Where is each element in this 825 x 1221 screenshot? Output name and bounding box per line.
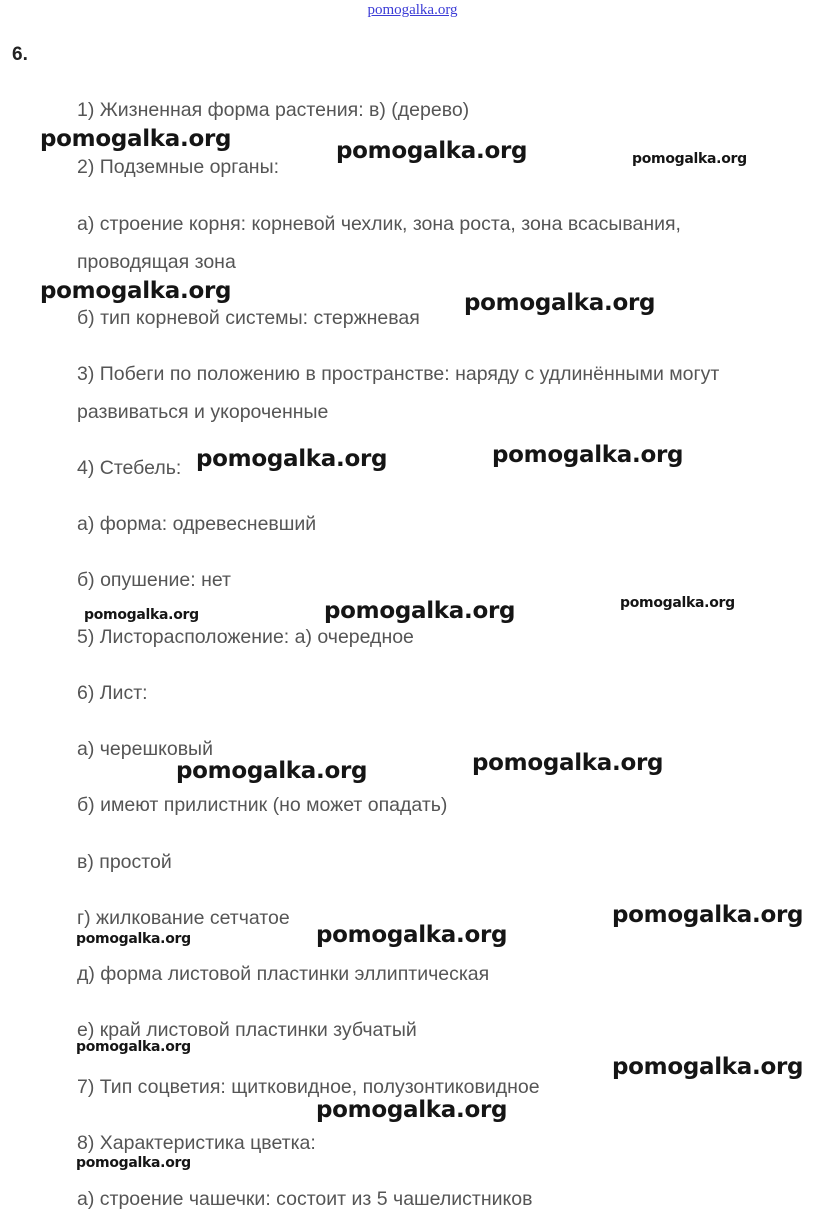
answer-line: 8) Характеристика цветка: <box>77 1132 316 1154</box>
answer-line: а) строение чашечки: состоит из 5 чашелистников <box>77 1188 533 1210</box>
watermark: pomogalka.org <box>40 278 232 304</box>
answer-line: в) простой <box>77 851 172 873</box>
watermark: pomogalka.org <box>632 151 747 167</box>
answer-line: 4) Стебель: <box>77 457 182 479</box>
watermark: pomogalka.org <box>316 922 508 948</box>
answer-line: 2) Подземные органы: <box>77 156 280 178</box>
answer-line: 3) Побеги по положению в пространстве: наряду с удлинёнными могут <box>77 363 720 385</box>
answer-line: г) жилкование сетчатое <box>77 907 290 929</box>
watermark: pomogalka.org <box>620 595 735 611</box>
watermark: pomogalka.org <box>464 290 656 316</box>
answer-line: 6) Лист: <box>77 682 148 704</box>
watermark: pomogalka.org <box>472 750 664 776</box>
answer-line: а) черешковый <box>77 738 213 760</box>
watermark: pomogalka.org <box>196 446 388 472</box>
answer-line: проводящая зона <box>77 251 236 273</box>
task-number: 6. <box>12 44 28 65</box>
watermark: pomogalka.org <box>76 931 191 947</box>
watermark: pomogalka.org <box>76 1039 191 1055</box>
watermark: pomogalka.org <box>316 1097 508 1123</box>
watermark: pomogalka.org <box>612 902 804 928</box>
answer-line: б) имеют прилистник (но может опадать) <box>77 794 448 816</box>
answer-line: б) тип корневой системы: стержневая <box>77 307 420 329</box>
answer-line: д) форма листовой пластинки эллиптическая <box>77 963 490 985</box>
watermark: pomogalka.org <box>612 1054 804 1080</box>
watermark: pomogalka.org <box>336 138 528 164</box>
watermark: pomogalka.org <box>84 607 199 623</box>
answer-line: 5) Листорасположение: а) очередное <box>77 626 414 648</box>
answer-line: а) форма: одревесневший <box>77 513 317 535</box>
answer-line: б) опушение: нет <box>77 569 231 591</box>
watermark: pomogalka.org <box>492 442 684 468</box>
answer-line: развиваться и укороченные <box>77 401 329 423</box>
watermark: pomogalka.org <box>76 1155 191 1171</box>
answer-line: е) край листовой пластинки зубчатый <box>77 1019 417 1041</box>
answer-line: 1) Жизненная форма растения: в) (дерево) <box>77 99 470 121</box>
answer-line: 7) Тип соцветия: щитковидное, полузонтиковидное <box>77 1076 540 1098</box>
answer-line: а) строение корня: корневой чехлик, зона роста, зона всасывания, <box>77 213 681 235</box>
watermark: pomogalka.org <box>176 758 368 784</box>
watermark: pomogalka.org <box>40 126 232 152</box>
watermark: pomogalka.org <box>324 598 516 624</box>
site-header-link[interactable]: pomogalka.org <box>367 2 458 18</box>
